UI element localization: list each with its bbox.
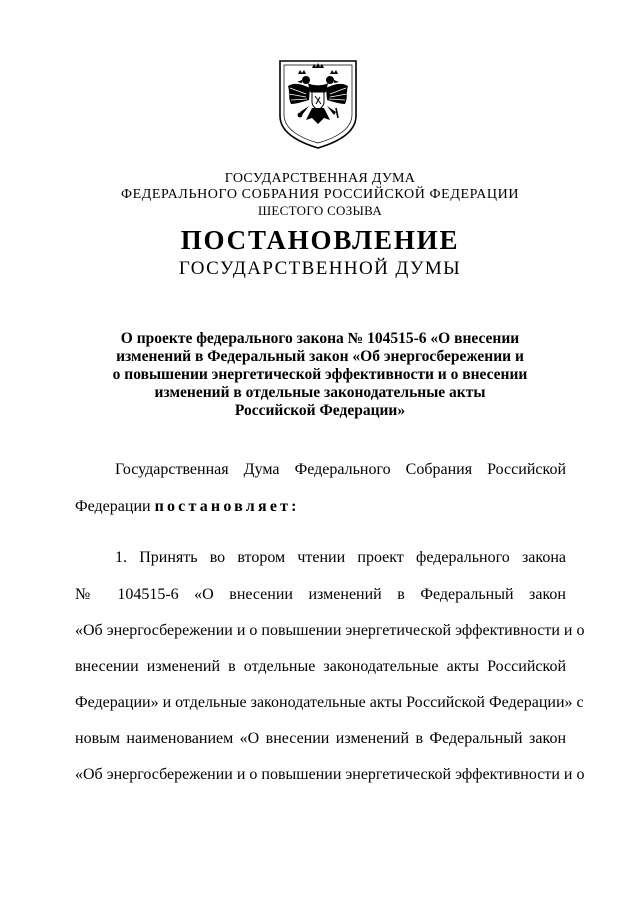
subject-line: О проекте федерального закона № 104515-6 «О внесении: [120, 330, 520, 347]
paragraph-line: «Об энергосбережении и о повышении энергетической эффективности и о: [75, 766, 585, 783]
paragraph-line: новым наименованием «О внесении изменений в Федеральный закон: [75, 730, 566, 747]
paragraph-line: 1. Принять во втором чтении проект федерального закона: [115, 549, 566, 566]
subject-line: о повышении энергетической эффективности и о внесении: [112, 366, 528, 383]
preamble-line: [75, 497, 566, 517]
preamble-prefix: Федерации: [75, 498, 151, 515]
paragraph-line: «Об энергосбережении и о повышении энергетической эффективности и о: [75, 622, 585, 639]
chamber-name: ГОСУДАРСТВЕННАЯ ДУМА: [224, 171, 416, 186]
coat-of-arms-icon: [276, 58, 360, 150]
document-issuer-title: ГОСУДАРСТВЕННОЙ ДУМЫ: [178, 258, 462, 279]
subject-line: изменений в отдельные законодательные акты: [154, 384, 486, 401]
convocation: ШЕСТОГО СОЗЫВА: [257, 203, 383, 218]
preamble-line: Государственная Дума Федерального Собрания Российской: [115, 461, 566, 478]
subject-line: Российской Федерации»: [234, 402, 406, 419]
document-type-title: ПОСТАНОВЛЕНИЕ: [180, 225, 460, 255]
paragraph-line: Федерации» и отдельные законодательные акты Российской Федерации» с: [75, 694, 584, 711]
paragraph-line: № 104515-6 «О внесении изменений в Федеральный закон: [75, 586, 566, 603]
assembly-name: ФЕДЕРАЛЬНОГО СОБРАНИЯ РОССИЙСКОЙ ФЕДЕРАЦИИ: [120, 187, 520, 202]
resolution-verb: постановляет:: [154, 498, 300, 515]
paragraph-line: внесении изменений в отдельные законодательные акты Российской: [75, 658, 566, 675]
subject-line: изменений в Федеральный закон «Об энергосбережении и: [116, 348, 524, 365]
